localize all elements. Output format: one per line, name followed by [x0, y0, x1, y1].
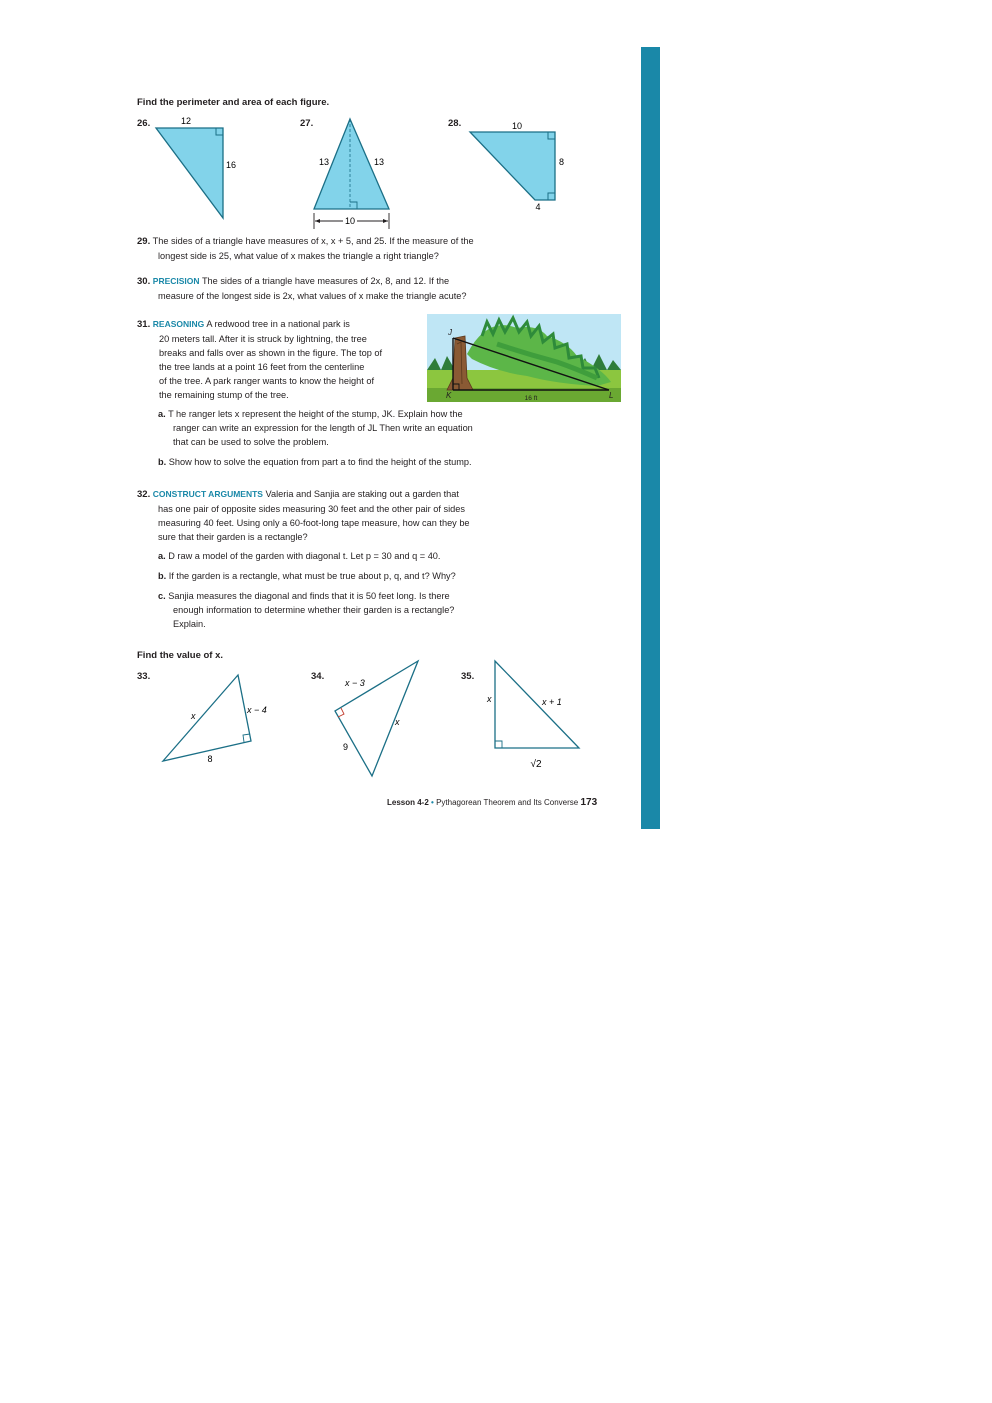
- side-label-left: 13: [319, 157, 330, 167]
- side-label-bottom: 4: [535, 202, 541, 212]
- problem-31-a-line1: T he ranger lets x represent the height of the stump, JK. Explain how the: [168, 409, 463, 419]
- trapezoid-shape: [470, 132, 555, 200]
- problem-32-line3: measuring 40 feet. Using only a 60-foot-long tape measure, how can they be: [158, 518, 470, 528]
- problem-34-figure: [325, 655, 435, 780]
- problem-32: [137, 487, 557, 544]
- point-J-label: J: [448, 328, 452, 337]
- problem-31-part-b: [158, 455, 578, 469]
- footer-lesson: Lesson 4-2: [387, 798, 429, 807]
- problem-34-number: 34.: [311, 671, 325, 682]
- side-label-right: x: [395, 717, 400, 727]
- side-label-left: x: [487, 694, 492, 704]
- problem-30-number: 30.: [137, 276, 151, 287]
- side-label-right: 13: [374, 157, 385, 167]
- problem-31-number: 31.: [137, 319, 151, 330]
- problem-31-a-line3: that can be used to solve the problem.: [173, 437, 329, 447]
- problem-32-tag: CONSTRUCT ARGUMENTS: [152, 489, 263, 499]
- problem-32-part-c: [158, 589, 578, 631]
- page-edge-band: [641, 47, 660, 829]
- side-label-bottom: 8: [207, 754, 213, 764]
- side-label-left: x: [191, 711, 196, 721]
- problem-31-line6: the remaining stump of the tree.: [159, 390, 289, 400]
- side-label-right: x − 4: [247, 705, 267, 715]
- problem-31-tree-figure: [427, 314, 621, 402]
- point-K-label: K: [446, 391, 452, 400]
- problem-32-part-a: [158, 549, 578, 563]
- side-label-bottom: √2: [530, 759, 542, 770]
- problem-29-line1: The sides of a triangle have measures of x, x + 5, and 25. If the measure of the: [152, 236, 474, 246]
- problem-32-number: 32.: [137, 489, 151, 500]
- problem-32-c-line1: Sanjia measures the diagonal and finds that it is 50 feet long. Is there: [168, 591, 450, 601]
- problem-31-a-label: a.: [158, 409, 166, 419]
- problem-32-c-label: c.: [158, 591, 166, 601]
- problem-32-line4: sure that their garden is a rectangle?: [158, 532, 308, 542]
- problem-31-a-line2: ranger can write an expression for the length of JL Then write an equation: [173, 423, 473, 433]
- side-label-right: 8: [559, 157, 565, 167]
- problem-31-line1: A redwood tree in a national park is: [206, 319, 350, 329]
- section-heading-find-x: Find the value of x.: [137, 650, 224, 661]
- problem-29: [137, 234, 557, 263]
- problem-31-line2: 20 meters tall. After it is struck by lightning, the tree: [159, 334, 367, 344]
- problem-35-number: 35.: [461, 671, 475, 682]
- problem-32-a-label: a.: [158, 551, 166, 561]
- footer-bullet: •: [431, 798, 434, 807]
- problem-31-b-line1: Show how to solve the equation from part a to find the height of the stump.: [168, 457, 472, 467]
- point-L-label: L: [609, 391, 614, 400]
- problem-26-figure: [150, 112, 250, 227]
- problem-32-b-label: b.: [158, 571, 167, 581]
- footer-title: Pythagorean Theorem and Its Converse: [436, 798, 579, 807]
- problem-31-line3: breaks and falls over as shown in the figure. The top of: [159, 348, 383, 358]
- problem-32-part-b: [158, 569, 578, 583]
- right-triangle-shape: [495, 661, 579, 748]
- problem-32-c-line2: enough information to determine whether their garden is a rectangle?: [173, 605, 455, 615]
- problem-35-figure: [480, 652, 590, 774]
- right-triangle-shape: [156, 128, 223, 218]
- side-label-top: 10: [511, 121, 523, 131]
- problem-32-b-line1: If the garden is a rectangle, what must be true about p, q, and t? Why?: [168, 571, 456, 581]
- problem-28-number: 28.: [448, 118, 462, 129]
- problem-31-b-label: b.: [158, 457, 167, 467]
- side-label-hypotenuse: x + 1: [542, 697, 562, 707]
- problem-31-line4: the tree lands at a point 16 feet from the centerline: [159, 362, 365, 372]
- problem-31-line5: of the tree. A park ranger wants to know the height of: [159, 376, 375, 386]
- right-angle-mark: [495, 741, 502, 748]
- side-label-top: x − 3: [345, 678, 365, 688]
- problem-28-figure: [465, 115, 575, 215]
- problem-31: [137, 317, 437, 402]
- problem-30-line1: The sides of a triangle have measures of 2x, 8, and 12. If the: [201, 276, 450, 286]
- problem-31-tag: REASONING: [152, 319, 205, 329]
- problem-30-tag: PRECISION: [152, 276, 200, 286]
- side-label-top: 12: [180, 116, 192, 126]
- problem-29-number: 29.: [137, 236, 151, 247]
- problem-32-a-line1: D raw a model of the garden with diagonal t. Let p = 30 and q = 40.: [168, 551, 441, 561]
- problem-30-line2: measure of the longest side is 2x, what values of x make the triangle acute?: [158, 291, 467, 301]
- problem-26-number: 26.: [137, 118, 151, 129]
- base-label: 10: [344, 216, 356, 226]
- side-label-right: 16: [226, 160, 237, 170]
- problem-32-line2: has one pair of opposite sides measuring 30 feet and the other pair of sides: [158, 504, 465, 514]
- problem-33-figure: [155, 668, 295, 768]
- problem-31-part-a: [158, 407, 578, 449]
- section-heading-perimeter: Find the perimeter and area of each figure.: [137, 97, 330, 108]
- problem-30: [137, 274, 557, 303]
- problem-33-number: 33.: [137, 671, 151, 682]
- triangle-shape: [163, 675, 251, 761]
- problem-27-figure: [305, 112, 400, 232]
- page-footer: [387, 797, 597, 808]
- side-label-left: 9: [343, 742, 349, 752]
- page-number: 173: [580, 797, 598, 808]
- problem-32-c-line3: Explain.: [173, 619, 206, 629]
- problem-29-line2: longest side is 25, what value of x makes the triangle a right triangle?: [158, 251, 439, 261]
- problem-32-line1: Valeria and Sanjia are staking out a garden that: [265, 489, 459, 499]
- distance-label: 16 ft: [524, 395, 538, 402]
- problem-27-number: 27.: [300, 118, 314, 129]
